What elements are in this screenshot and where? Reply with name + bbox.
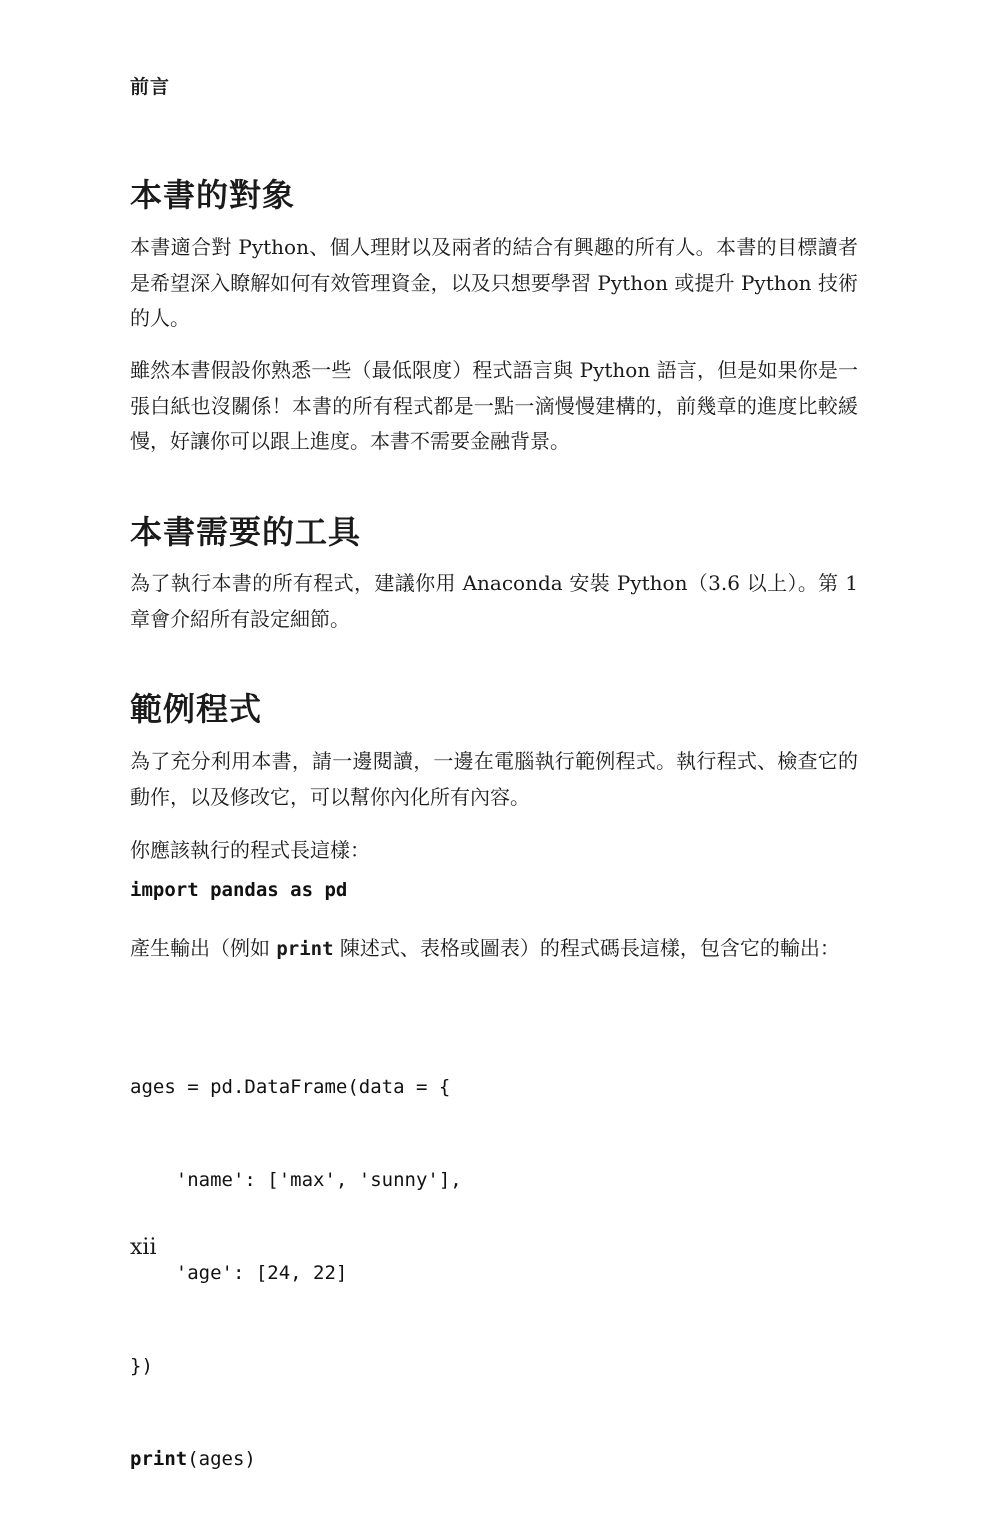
paragraph-examples-2: 你應該執行的程式長這樣： <box>130 838 370 862</box>
code-line <box>130 1444 462 1475</box>
code-line: 'age': [24, 22] <box>130 1262 348 1284</box>
code-line-rest: (ages) <box>187 1448 256 1470</box>
heading-examples: 範例程式 <box>130 690 263 728</box>
heading-tools: 本書需要的工具 <box>130 513 362 551</box>
paragraph-examples-3 <box>130 931 858 968</box>
code-block-import: import pandas as pd <box>130 879 348 901</box>
code-keyword-print: print <box>130 1448 188 1470</box>
paragraph-examples-3-before: 產生輸出（例如 <box>130 936 277 960</box>
page-number: xii <box>130 1235 157 1260</box>
paragraph-examples-1: 為了充分利用本書，請一邊閱讀，一邊在電腦執行範例程式。執行程式、檢查它的動作，以及修改它，可以幫你內化所有內容。 <box>130 749 858 809</box>
paragraph-audience-2: 雖然本書假設你熟悉一些（最低限度）程式語言與 Python 語言，但是如果你是一張白紙也沒關係！本書的所有程式都是一點一滴慢慢建構的，前幾章的進度比較緩慢，好讓你可以跟上進度。本書不需要金融背景。 <box>130 358 858 453</box>
paragraph-tools-1: 為了執行本書的所有程式，建議你用 Anaconda 安裝 Python（3.6 以上）。第 1 章會介紹所有設定細節。 <box>130 571 858 631</box>
paragraph-audience-1: 本書適合對 Python、個人理財以及兩者的結合有興趣的所有人。本書的目標讀者是希望深入瞭解如何有效管理資金，以及只想要學習 Python 或提升 Python 技術的人。 <box>130 235 858 330</box>
book-page <box>130 0 860 1470</box>
paragraph-examples-3-after: 陳述式、表格或圖表）的程式碼長這樣，包含它的輸出： <box>333 936 840 960</box>
code-line: ages = pd.DataFrame(data = { <box>130 1076 451 1098</box>
inline-code-print: print <box>276 938 334 960</box>
heading-audience: 本書的對象 <box>130 176 296 214</box>
running-head: 前言 <box>130 76 171 98</box>
code-line: }) <box>130 1355 153 1377</box>
code-block-dataframe <box>130 1010 462 1537</box>
code-line: 'name': ['max', 'sunny'], <box>130 1169 462 1191</box>
